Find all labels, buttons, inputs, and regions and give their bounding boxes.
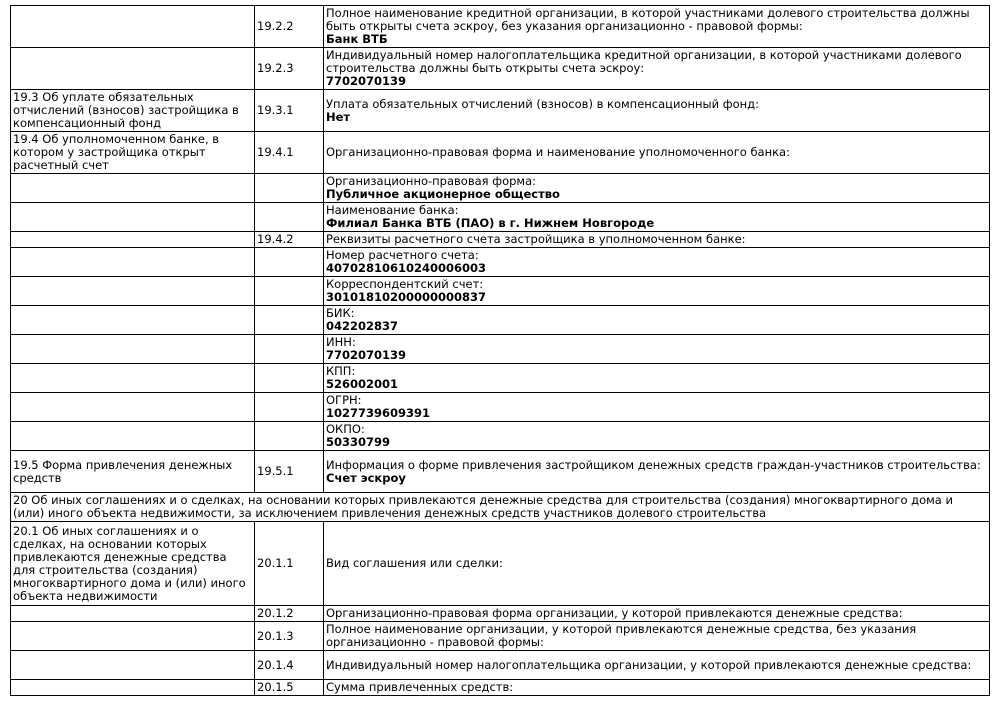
item-label: Организационно-правовая форма организации, у которой привлекаются денежные средства: <box>324 606 990 622</box>
table-row <box>11 651 990 680</box>
item-value: 1027739609391 <box>326 406 431 420</box>
section-cell <box>11 174 255 203</box>
table-row <box>11 451 990 493</box>
table-row <box>11 6 990 48</box>
section-title: 19.4 Об уполномоченном банке, в котором у застройщика открыт расчетный счет <box>11 132 255 174</box>
table-row <box>11 48 990 90</box>
section-cell <box>11 232 255 248</box>
item-label: ИНН: <box>326 335 356 349</box>
table-row <box>11 622 990 651</box>
item-label: ОКПО: <box>326 422 365 436</box>
table-row <box>11 90 990 132</box>
item-number: 20.1.4 <box>255 651 324 680</box>
item-content <box>324 422 990 451</box>
disclosure-table <box>10 5 990 696</box>
item-content <box>324 48 990 90</box>
section-cell <box>11 306 255 335</box>
item-label: ОГРН: <box>326 393 362 407</box>
number-cell <box>255 335 324 364</box>
item-content <box>324 90 990 132</box>
table-row <box>11 493 990 522</box>
table-row <box>11 680 990 696</box>
item-value: Банк ВТБ <box>326 32 388 46</box>
item-content <box>324 174 990 203</box>
table-row <box>11 364 990 393</box>
section-cell <box>11 48 255 90</box>
section-cell <box>11 203 255 232</box>
section-cell <box>11 651 255 680</box>
item-label: Полное наименование кредитной организации, в которой участниками долевого строительства должны быть открыты счета эскроу, без указания организационно - правовой формы: <box>326 6 970 33</box>
item-value: 042202837 <box>326 319 399 333</box>
table-row <box>11 522 990 606</box>
table-row <box>11 306 990 335</box>
table-row <box>11 132 990 174</box>
section-cell <box>11 277 255 306</box>
item-number: 20.1.2 <box>255 606 324 622</box>
section-title: 19.3 Об уплате обязательных отчислений (взносов) застройщика в компенсационный фонд <box>11 90 255 132</box>
item-content <box>324 6 990 48</box>
item-value: 50330799 <box>326 435 391 449</box>
item-value: 7702070139 <box>326 74 407 88</box>
table-row <box>11 174 990 203</box>
item-label: Сумма привлеченных средств: <box>324 680 990 696</box>
table-row <box>11 248 990 277</box>
item-label: Корреспондентский счет: <box>326 277 484 291</box>
item-label: Индивидуальный номер налогоплательщика организации, у которой привлекаются денежные средства: <box>324 651 990 680</box>
item-number: 19.3.1 <box>255 90 324 132</box>
item-content <box>324 277 990 306</box>
table-row <box>11 606 990 622</box>
item-value: 7702070139 <box>326 348 407 362</box>
table-row <box>11 277 990 306</box>
item-number: 19.4.1 <box>255 132 324 174</box>
item-label: Вид соглашения или сделки: <box>324 522 990 606</box>
number-cell <box>255 422 324 451</box>
section-cell <box>11 335 255 364</box>
item-content <box>324 393 990 422</box>
item-content <box>324 335 990 364</box>
item-label: Индивидуальный номер налогоплательщика кредитной организации, в которой участниками долевого строительства должны быть открыты счета эскроу: <box>326 48 962 75</box>
section-cell <box>11 680 255 696</box>
table-row <box>11 232 990 248</box>
number-cell <box>255 306 324 335</box>
section-heading: 20 Об иных соглашениях и о сделках, на основании которых привлекаются денежные средства для строительства (создания) многоквартирного дома и (или) иного объекта недвижимости, за исключением привлечения денежных средств участников долевого строительства <box>11 493 990 522</box>
item-content <box>324 451 990 493</box>
item-label: Полное наименование организации, у которой привлекаются денежные средства, без указания организационно - правовой формы: <box>324 622 990 651</box>
item-number: 20.1.1 <box>255 522 324 606</box>
item-label: Номер расчетного счета: <box>326 248 479 262</box>
item-label: Организационно-правовая форма: <box>326 174 536 188</box>
item-content <box>324 306 990 335</box>
item-label: Наименование банка: <box>326 203 459 217</box>
item-number: 19.5.1 <box>255 451 324 493</box>
item-value: Публичное акционерное общество <box>326 187 560 201</box>
section-cell <box>11 6 255 48</box>
section-cell <box>11 393 255 422</box>
section-title: 19.5 Форма привлечения денежных средств <box>11 451 255 493</box>
section-cell <box>11 606 255 622</box>
item-content <box>324 203 990 232</box>
number-cell <box>255 174 324 203</box>
number-cell <box>255 364 324 393</box>
table-row <box>11 335 990 364</box>
item-label: Информация о форме привлечения застройщиком денежных средств граждан-участников строительства: <box>326 457 981 472</box>
item-content <box>324 364 990 393</box>
table-row <box>11 203 990 232</box>
table-row <box>11 393 990 422</box>
section-cell <box>11 248 255 277</box>
item-label: Организационно-правовая форма и наименование уполномоченного банка: <box>324 132 990 174</box>
item-label: Уплата обязательных отчислений (взносов) в компенсационный фонд: <box>326 96 759 111</box>
section-cell <box>11 622 255 651</box>
item-label: КПП: <box>326 364 356 378</box>
item-value: Филиал Банка ВТБ (ПАО) в г. Нижнем Новгороде <box>326 216 655 230</box>
item-value: 30101810200000000837 <box>326 290 487 304</box>
item-value: Счет эскроу <box>326 470 406 485</box>
section-title: 20.1 Об иных соглашениях и о сделках, на основании которых привлекаются денежные средства для строительства (создания) многоквартирного дома и (или) иного объекта недвижимости <box>11 522 255 606</box>
item-number: 20.1.5 <box>255 680 324 696</box>
table-row <box>11 422 990 451</box>
section-cell <box>11 422 255 451</box>
number-cell <box>255 203 324 232</box>
item-content <box>324 248 990 277</box>
item-label: БИК: <box>326 306 355 320</box>
item-number: 20.1.3 <box>255 622 324 651</box>
item-label: Реквизиты расчетного счета застройщика в уполномоченном банке: <box>324 232 990 248</box>
item-number: 19.4.2 <box>255 232 324 248</box>
section-cell <box>11 364 255 393</box>
item-number: 19.2.2 <box>255 6 324 48</box>
number-cell <box>255 248 324 277</box>
item-value: 526002001 <box>326 377 399 391</box>
item-number: 19.2.3 <box>255 48 324 90</box>
item-value: 40702810610240006003 <box>326 261 487 275</box>
number-cell <box>255 277 324 306</box>
number-cell <box>255 393 324 422</box>
item-value: Нет <box>326 109 351 124</box>
